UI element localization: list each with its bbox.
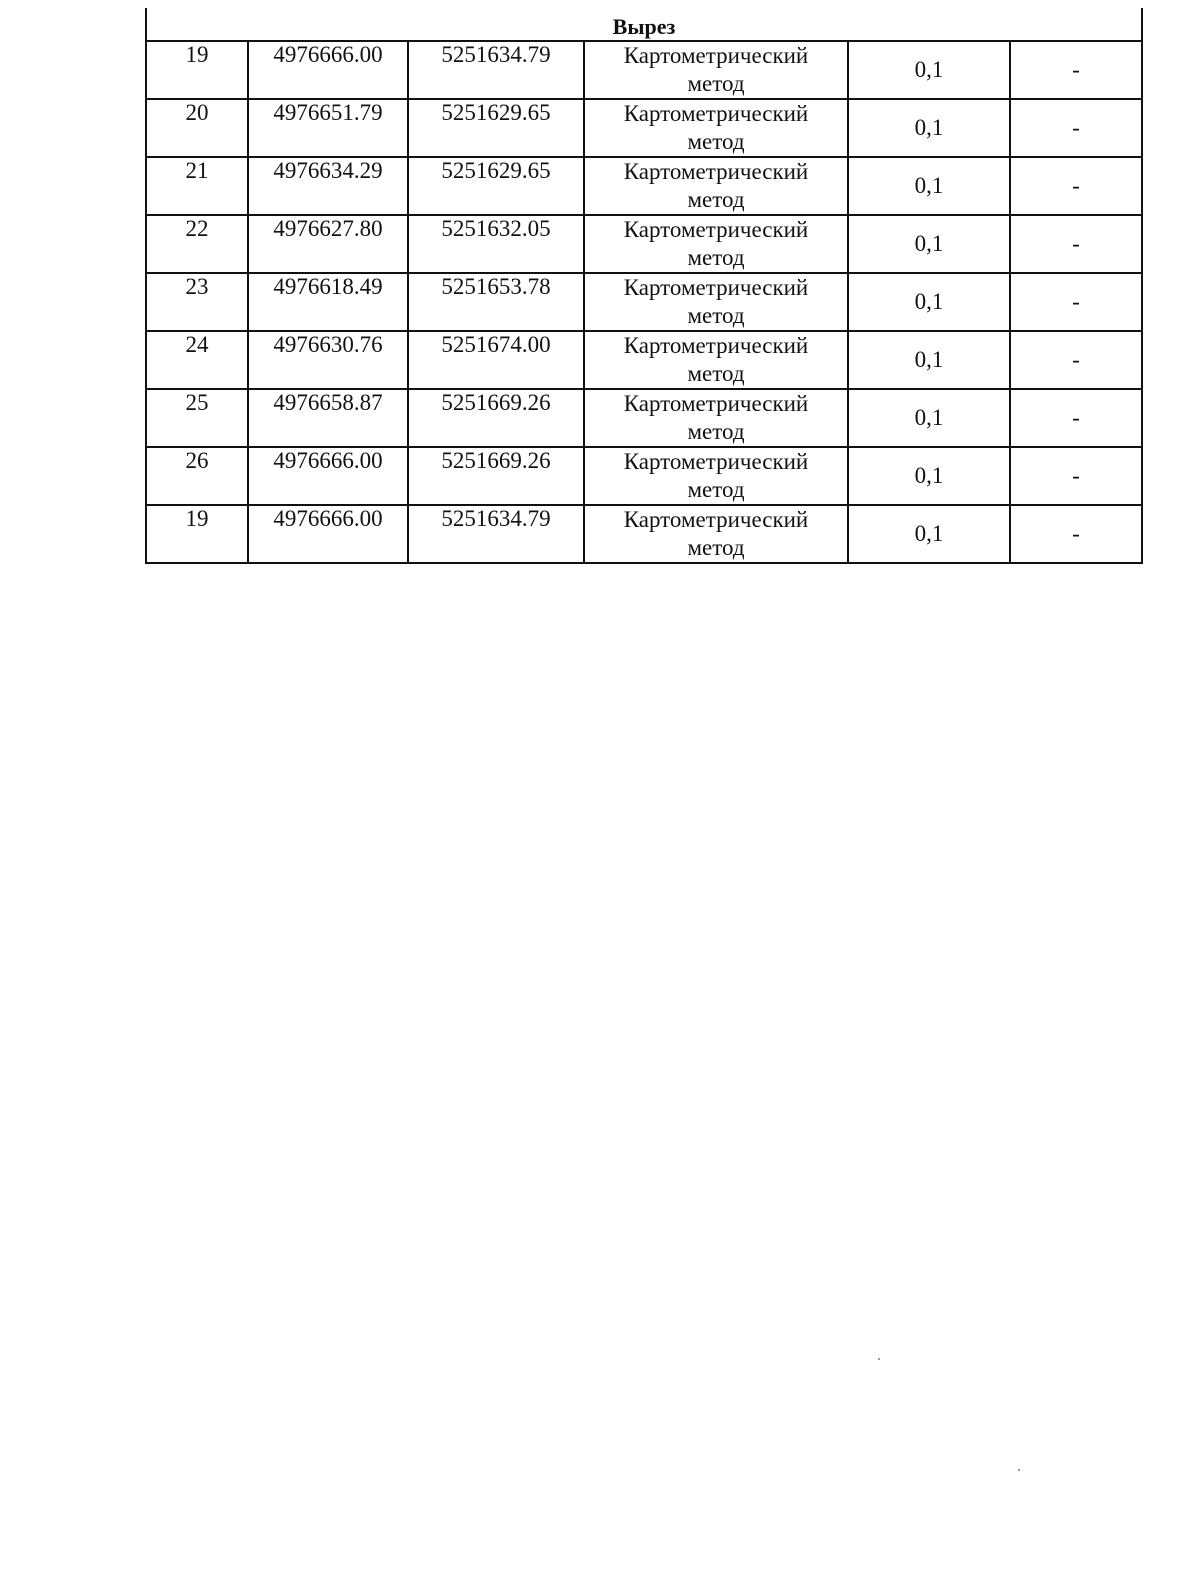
note-value: - xyxy=(1010,505,1142,563)
table-row xyxy=(146,99,1142,157)
y-coordinate: 5251634.79 xyxy=(408,41,584,99)
point-number: 25 xyxy=(146,389,248,447)
method-cell xyxy=(584,41,848,99)
method-line-2: метод xyxy=(687,71,745,96)
method-cell xyxy=(584,273,848,331)
method-line-1: Картометрический xyxy=(623,101,809,126)
note-value: - xyxy=(1010,389,1142,447)
accuracy-value: 0,1 xyxy=(848,505,1010,563)
method-line-1: Картометрический xyxy=(623,391,809,416)
note-value: - xyxy=(1010,447,1142,505)
accuracy-value: 0,1 xyxy=(848,215,1010,273)
method-cell xyxy=(584,389,848,447)
section-title: Вырез xyxy=(146,8,1142,41)
x-coordinate: 4976666.00 xyxy=(248,41,408,99)
scan-speck xyxy=(878,1358,880,1360)
point-number: 21 xyxy=(146,157,248,215)
method-line-1: Картометрический xyxy=(623,159,809,184)
y-coordinate: 5251674.00 xyxy=(408,331,584,389)
method-line-1: Картометрический xyxy=(623,333,809,358)
x-coordinate: 4976651.79 xyxy=(248,99,408,157)
y-coordinate: 5251653.78 xyxy=(408,273,584,331)
y-coordinate: 5251629.65 xyxy=(408,99,584,157)
note-value: - xyxy=(1010,215,1142,273)
method-cell xyxy=(584,447,848,505)
table-row xyxy=(146,389,1142,447)
method-line-2: метод xyxy=(687,477,745,502)
accuracy-value: 0,1 xyxy=(848,157,1010,215)
point-number: 23 xyxy=(146,273,248,331)
method-line-2: метод xyxy=(687,419,745,444)
accuracy-value: 0,1 xyxy=(848,447,1010,505)
note-value: - xyxy=(1010,331,1142,389)
y-coordinate: 5251669.26 xyxy=(408,447,584,505)
table-row xyxy=(146,331,1142,389)
point-number: 26 xyxy=(146,447,248,505)
method-line-2: метод xyxy=(687,535,745,560)
method-line-1: Картометрический xyxy=(623,449,809,474)
method-line-2: метод xyxy=(687,129,745,154)
coordinates-table xyxy=(145,8,1143,564)
note-value: - xyxy=(1010,273,1142,331)
method-cell xyxy=(584,331,848,389)
y-coordinate: 5251669.26 xyxy=(408,389,584,447)
point-number: 19 xyxy=(146,41,248,99)
method-line-2: метод xyxy=(687,187,745,212)
method-line-2: метод xyxy=(687,303,745,328)
y-coordinate: 5251629.65 xyxy=(408,157,584,215)
x-coordinate: 4976618.49 xyxy=(248,273,408,331)
section-header-row xyxy=(146,8,1142,41)
method-line-2: метод xyxy=(687,361,745,386)
accuracy-value: 0,1 xyxy=(848,99,1010,157)
x-coordinate: 4976627.80 xyxy=(248,215,408,273)
table-row xyxy=(146,41,1142,99)
method-cell xyxy=(584,99,848,157)
method-cell xyxy=(584,215,848,273)
method-line-1: Картометрический xyxy=(623,43,809,68)
method-line-1: Картометрический xyxy=(623,275,809,300)
note-value: - xyxy=(1010,99,1142,157)
method-line-1: Картометрический xyxy=(623,217,809,242)
method-line-1: Картометрический xyxy=(623,507,809,532)
y-coordinate: 5251634.79 xyxy=(408,505,584,563)
table-row xyxy=(146,505,1142,563)
method-cell xyxy=(584,505,848,563)
x-coordinate: 4976658.87 xyxy=(248,389,408,447)
x-coordinate: 4976630.76 xyxy=(248,331,408,389)
method-cell xyxy=(584,157,848,215)
table-row xyxy=(146,215,1142,273)
accuracy-value: 0,1 xyxy=(848,41,1010,99)
note-value: - xyxy=(1010,157,1142,215)
accuracy-value: 0,1 xyxy=(848,389,1010,447)
table-row xyxy=(146,447,1142,505)
scan-speck xyxy=(1018,1469,1020,1471)
point-number: 20 xyxy=(146,99,248,157)
accuracy-value: 0,1 xyxy=(848,273,1010,331)
x-coordinate: 4976634.29 xyxy=(248,157,408,215)
table-row xyxy=(146,157,1142,215)
point-number: 24 xyxy=(146,331,248,389)
method-line-2: метод xyxy=(687,245,745,270)
note-value: - xyxy=(1010,41,1142,99)
x-coordinate: 4976666.00 xyxy=(248,447,408,505)
y-coordinate: 5251632.05 xyxy=(408,215,584,273)
point-number: 22 xyxy=(146,215,248,273)
table-row xyxy=(146,273,1142,331)
x-coordinate: 4976666.00 xyxy=(248,505,408,563)
point-number: 19 xyxy=(146,505,248,563)
accuracy-value: 0,1 xyxy=(848,331,1010,389)
